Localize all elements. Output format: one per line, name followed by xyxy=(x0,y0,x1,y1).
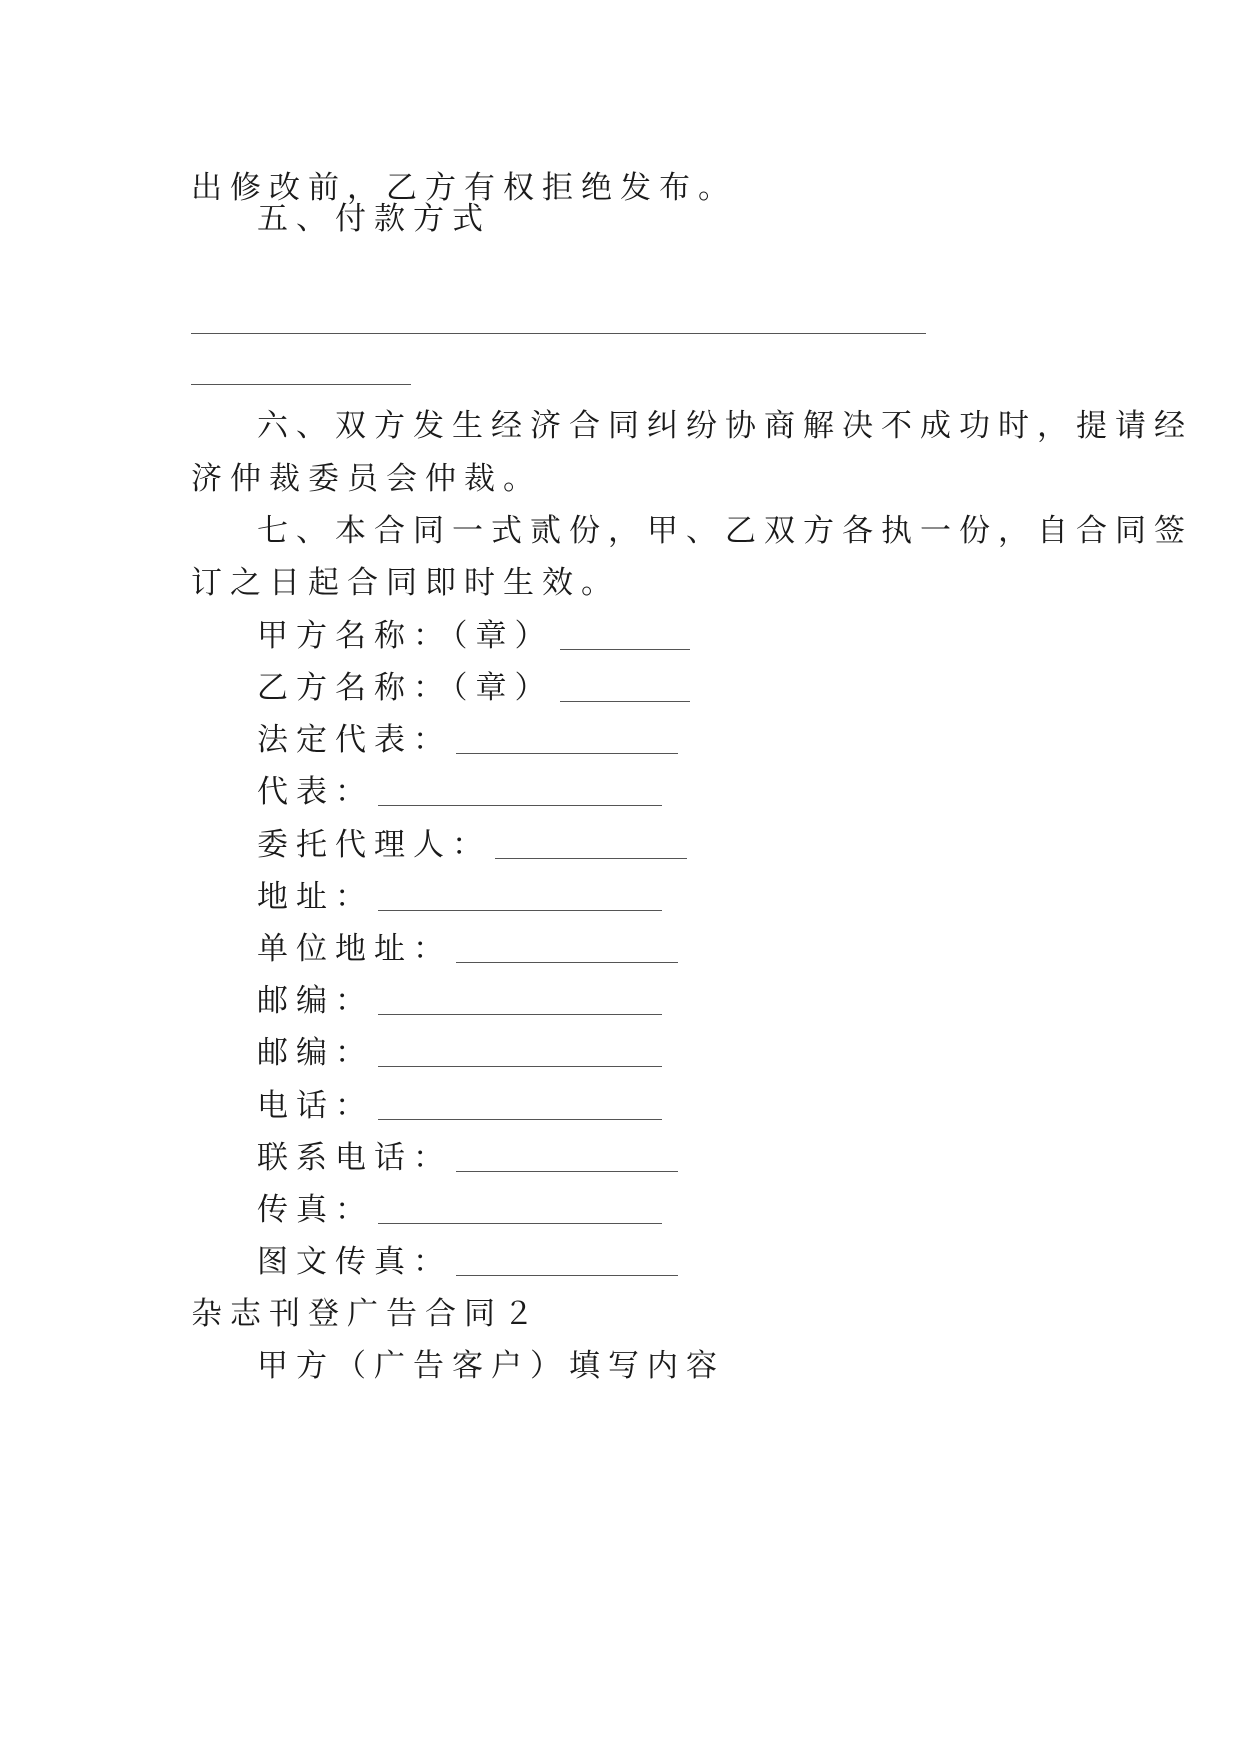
agent-field xyxy=(257,825,687,865)
legal-rep-field xyxy=(257,720,678,760)
party-b-name-blank xyxy=(560,701,690,702)
contract-2-title: 杂志刊登广告合同２ xyxy=(191,1296,542,1332)
rep-label: 代表： xyxy=(257,774,374,810)
party-a-name-field xyxy=(257,616,690,656)
unit-address-blank xyxy=(456,962,678,963)
party-a-name-blank xyxy=(560,649,690,650)
address-label: 地址： xyxy=(257,879,374,915)
party-b-name-field xyxy=(257,668,690,708)
section-7-line-2: 订之日起合同即时生效。 xyxy=(191,565,620,601)
postcode-blank-1 xyxy=(378,1014,662,1015)
fax-field xyxy=(257,1190,662,1230)
payment-blank-line-1 xyxy=(191,333,926,334)
agent-blank xyxy=(495,858,687,859)
contract-2-subheading: 甲方（广告客户）填写内容 xyxy=(257,1348,725,1384)
paragraph-tail: 出修改前，乙方有权拒绝发布。 xyxy=(191,170,737,206)
party-a-name-label: 甲方名称：（章） xyxy=(257,618,554,654)
phone-blank xyxy=(378,1119,662,1120)
rep-field xyxy=(257,772,662,812)
fax-label: 传真： xyxy=(257,1192,374,1228)
section-6-line-2: 济仲裁委员会仲裁。 xyxy=(191,461,542,497)
unit-address-field xyxy=(257,929,678,969)
phone-field xyxy=(257,1086,662,1126)
contact-phone-blank xyxy=(456,1171,678,1172)
image-fax-label: 图文传真： xyxy=(257,1244,452,1280)
legal-rep-label: 法定代表： xyxy=(257,722,452,758)
postcode-field-2 xyxy=(257,1033,662,1073)
rep-blank xyxy=(378,805,662,806)
section-5-heading: 五、付款方式 xyxy=(257,201,491,237)
postcode-label-1: 邮编： xyxy=(257,983,374,1019)
legal-rep-blank xyxy=(456,753,678,754)
agent-label: 委托代理人： xyxy=(257,827,491,863)
unit-address-label: 单位地址： xyxy=(257,931,452,967)
contact-phone-label: 联系电话： xyxy=(257,1140,452,1176)
party-b-name-label: 乙方名称：（章） xyxy=(257,670,554,706)
postcode-field-1 xyxy=(257,981,662,1021)
image-fax-field xyxy=(257,1242,678,1282)
section-6-line-1: 六、双方发生经济合同纠纷协商解决不成功时，提请经 xyxy=(257,408,1193,444)
contact-phone-field xyxy=(257,1138,678,1178)
fax-blank xyxy=(378,1223,662,1224)
postcode-blank-2 xyxy=(378,1066,662,1067)
address-field xyxy=(257,877,662,917)
phone-label: 电话： xyxy=(257,1088,374,1124)
section-7-line-1: 七、本合同一式贰份，甲、乙双方各执一份，自合同签 xyxy=(257,513,1193,549)
address-blank xyxy=(378,910,662,911)
payment-blank-line-2 xyxy=(191,384,411,385)
image-fax-blank xyxy=(456,1275,678,1276)
postcode-label-2: 邮编： xyxy=(257,1035,374,1071)
